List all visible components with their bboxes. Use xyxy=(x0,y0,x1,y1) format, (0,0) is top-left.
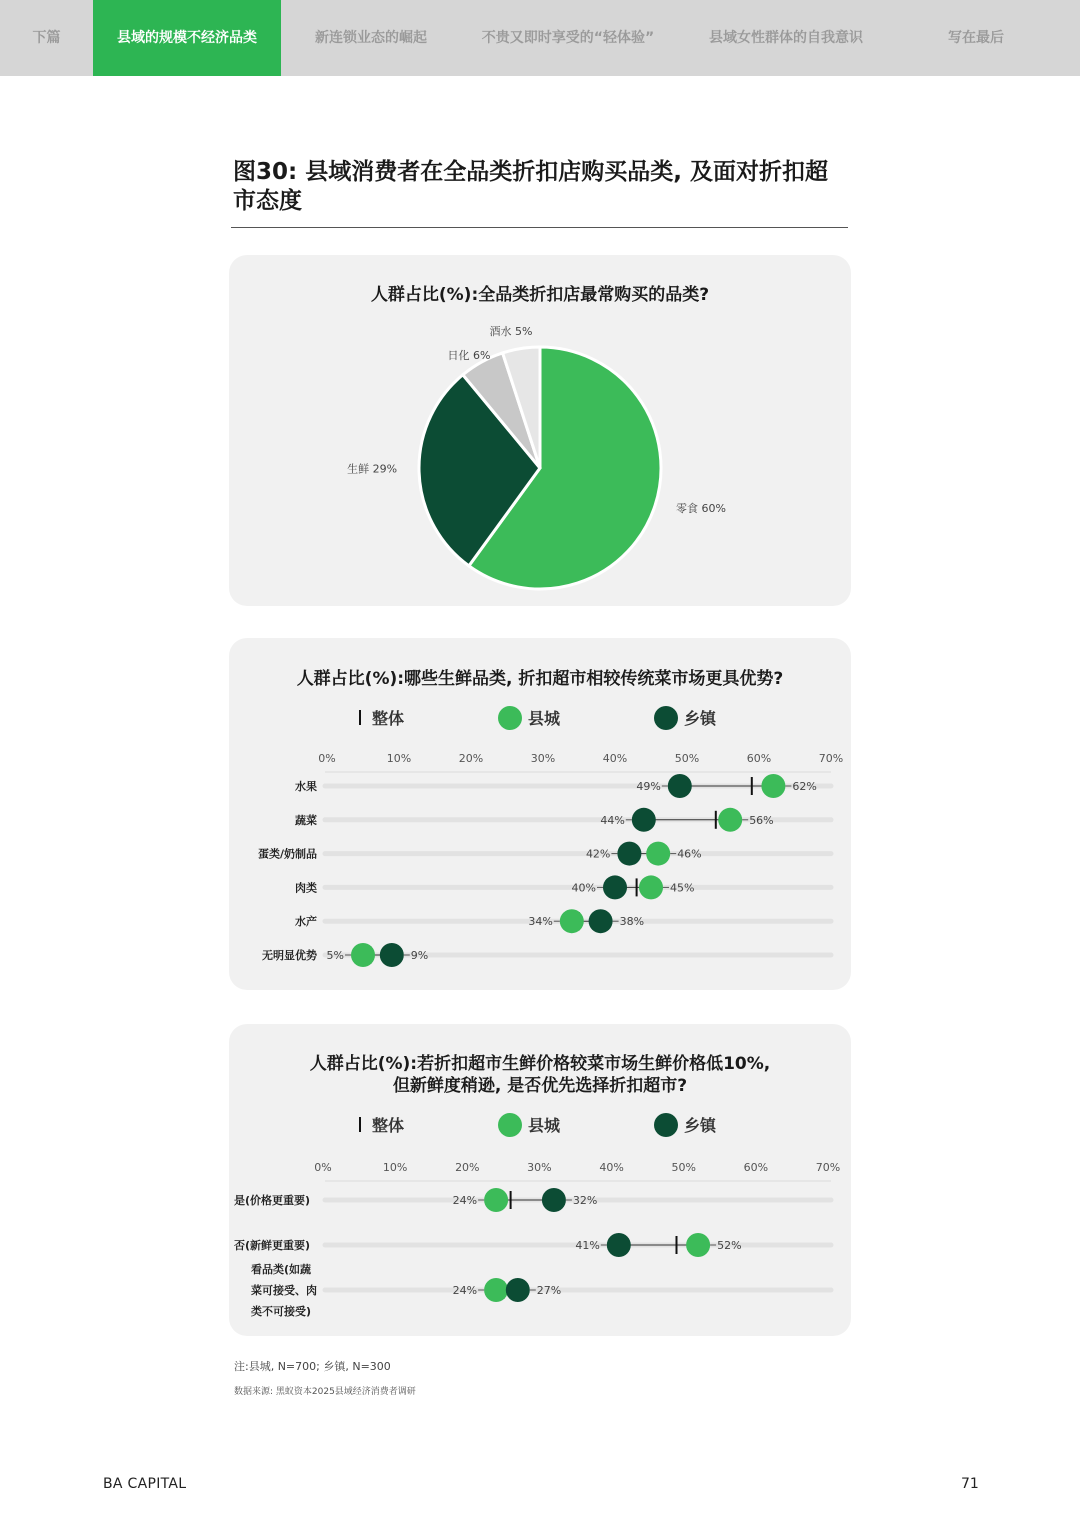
price-county-value: 24% xyxy=(452,1284,478,1297)
fresh-tick-label: 70% xyxy=(818,752,844,765)
fresh-town-value: 38% xyxy=(619,915,645,929)
price-tick-label: 40% xyxy=(599,1161,624,1174)
pie-label-3: 酒水 5% xyxy=(489,325,533,338)
brand-logo-text: BA CAPITAL xyxy=(103,1476,187,1492)
price-category-label: 否(新鲜更重要) xyxy=(234,1239,311,1252)
price-legend-county: 县城 xyxy=(528,1116,561,1135)
fresh-legend-county-marker xyxy=(498,706,522,730)
fresh-county-dot xyxy=(639,875,663,899)
nav-tab-light-experience[interactable]: 不贵又即时享受的“轻体验” xyxy=(481,30,655,46)
fresh-legend-county: 县城 xyxy=(528,709,561,728)
fresh-town-value: 40% xyxy=(571,881,596,895)
sample-note: 注:县城, N=700; 乡镇, N=300 xyxy=(234,1360,391,1373)
fresh-tick-label: 0% xyxy=(318,752,336,765)
price-vs-freshness-dot-chart xyxy=(229,1024,851,1336)
fresh-tick-label: 10% xyxy=(386,752,412,765)
price-vs-freshness-card xyxy=(229,1024,851,1336)
fresh-tick-label: 40% xyxy=(602,752,628,765)
fresh-county-value: 45% xyxy=(670,881,695,895)
title-divider xyxy=(231,227,848,228)
fresh-county-dot xyxy=(761,774,785,798)
fresh-county-dot xyxy=(560,909,584,933)
price-tick-label: 70% xyxy=(815,1161,841,1174)
fresh-advantage-card xyxy=(229,638,851,990)
fresh-town-dot xyxy=(617,842,641,866)
price-tick-label: 30% xyxy=(527,1161,552,1174)
price-tick-label: 60% xyxy=(743,1161,769,1174)
price-tick-label: 20% xyxy=(455,1161,480,1174)
fresh-county-value: 34% xyxy=(528,915,553,929)
price-town-dot xyxy=(607,1233,631,1257)
nav-tab-afterword[interactable]: 写在最后 xyxy=(948,30,1004,46)
price-town-value: 27% xyxy=(536,1284,562,1297)
fresh-tick-label: 60% xyxy=(746,752,772,765)
fresh-town-value: 9% xyxy=(410,949,429,962)
price-legend-town: 乡镇 xyxy=(684,1116,717,1135)
fresh-county-value: 56% xyxy=(749,813,774,827)
fresh-category-label: 蛋类/奶制品 xyxy=(257,847,317,861)
price-category-label: 菜可接受、肉 xyxy=(251,1284,317,1297)
price-county-dot xyxy=(484,1278,508,1302)
price-county-dot xyxy=(686,1233,710,1257)
fresh-town-dot xyxy=(603,875,627,899)
price-town-value: 41% xyxy=(575,1239,600,1252)
data-source: 数据来源: 黑蚁资本2025县域经济消费者调研 xyxy=(234,1387,416,1397)
fresh-town-dot xyxy=(589,909,613,933)
price-town-value: 32% xyxy=(572,1194,598,1207)
fresh-category-label: 无明显优势 xyxy=(262,949,317,962)
fresh-town-dot xyxy=(668,774,692,798)
fresh-county-value: 46% xyxy=(677,847,702,861)
price-county-dot xyxy=(484,1188,508,1212)
fresh-town-dot xyxy=(380,943,404,967)
pie-title: 人群占比(%):全品类折扣店最常购买的品类? xyxy=(370,285,710,305)
price-category-label: 是(价格更重要) xyxy=(234,1194,311,1207)
price-tick-label: 0% xyxy=(314,1161,332,1174)
price-town-dot xyxy=(506,1278,530,1302)
fresh-tick-label: 20% xyxy=(458,752,484,765)
nav-tab-female-awareness[interactable]: 县域女性群体的自我意识 xyxy=(709,30,863,46)
fresh-advantage-dot-chart xyxy=(229,638,851,990)
pie-label-0: 零食 60% xyxy=(676,502,726,516)
pie-chart-card xyxy=(229,255,851,606)
price-title-line: 人群占比(%):若折扣超市生鲜价格较菜市场生鲜价格低10%, xyxy=(309,1054,771,1074)
price-legend-town-marker xyxy=(654,1113,678,1137)
fresh-tick-label: 50% xyxy=(674,752,700,765)
fresh-category-label: 水果 xyxy=(295,780,317,793)
fresh-county-dot xyxy=(351,943,375,967)
price-legend-county-marker xyxy=(498,1113,522,1137)
fresh-town-value: 49% xyxy=(636,780,661,793)
pie-label-1: 生鲜 29% xyxy=(347,462,398,476)
fresh-legend-overall: 整体 xyxy=(372,709,405,728)
fresh-town-dot xyxy=(632,808,656,832)
fresh-category-label: 水产 xyxy=(295,915,317,929)
price-town-dot xyxy=(542,1188,566,1212)
page-number: 71 xyxy=(961,1476,979,1492)
fresh-town-value: 44% xyxy=(600,813,625,827)
pie-label-2: 日化 6% xyxy=(447,349,491,362)
fresh-county-dot xyxy=(718,808,742,832)
nav-tab-new-chains[interactable]: 新连锁业态的崛起 xyxy=(315,30,427,46)
price-county-value: 52% xyxy=(717,1239,742,1252)
figure-title: 图30: 县域消费者在全品类折扣店购买品类, 及面对折扣超市态度 xyxy=(233,159,828,214)
fresh-county-value: 62% xyxy=(792,780,817,793)
nav-tab-part-two[interactable]: 下篇 xyxy=(32,30,61,46)
price-tick-label: 10% xyxy=(382,1161,408,1174)
price-category-label: 看品类(如蔬 xyxy=(251,1263,312,1276)
price-tick-label: 50% xyxy=(671,1161,696,1174)
fresh-town-value: 42% xyxy=(585,847,611,861)
price-category-label: 类不可接受) xyxy=(251,1305,312,1318)
price-county-value: 24% xyxy=(452,1194,478,1207)
top-navigation xyxy=(0,0,1080,76)
price-legend-overall: 整体 xyxy=(372,1116,405,1135)
pie-chart xyxy=(229,255,851,606)
fresh-category-label: 肉类 xyxy=(295,881,317,895)
nav-tab-scale-diseconomy[interactable]: 县域的规模不经济品类 xyxy=(93,0,281,76)
fresh-title-line: 人群占比(%):哪些生鲜品类, 折扣超市相较传统菜市场更具优势? xyxy=(296,669,784,689)
fresh-tick-label: 30% xyxy=(530,752,556,765)
fresh-county-value: 5% xyxy=(326,949,344,962)
fresh-county-dot xyxy=(646,842,670,866)
fresh-category-label: 蔬菜 xyxy=(295,813,317,827)
price-title-line: 但新鲜度稍逊, 是否优先选择折扣超市? xyxy=(392,1076,688,1096)
fresh-legend-town-marker xyxy=(654,706,678,730)
fresh-legend-town: 乡镇 xyxy=(684,709,717,728)
